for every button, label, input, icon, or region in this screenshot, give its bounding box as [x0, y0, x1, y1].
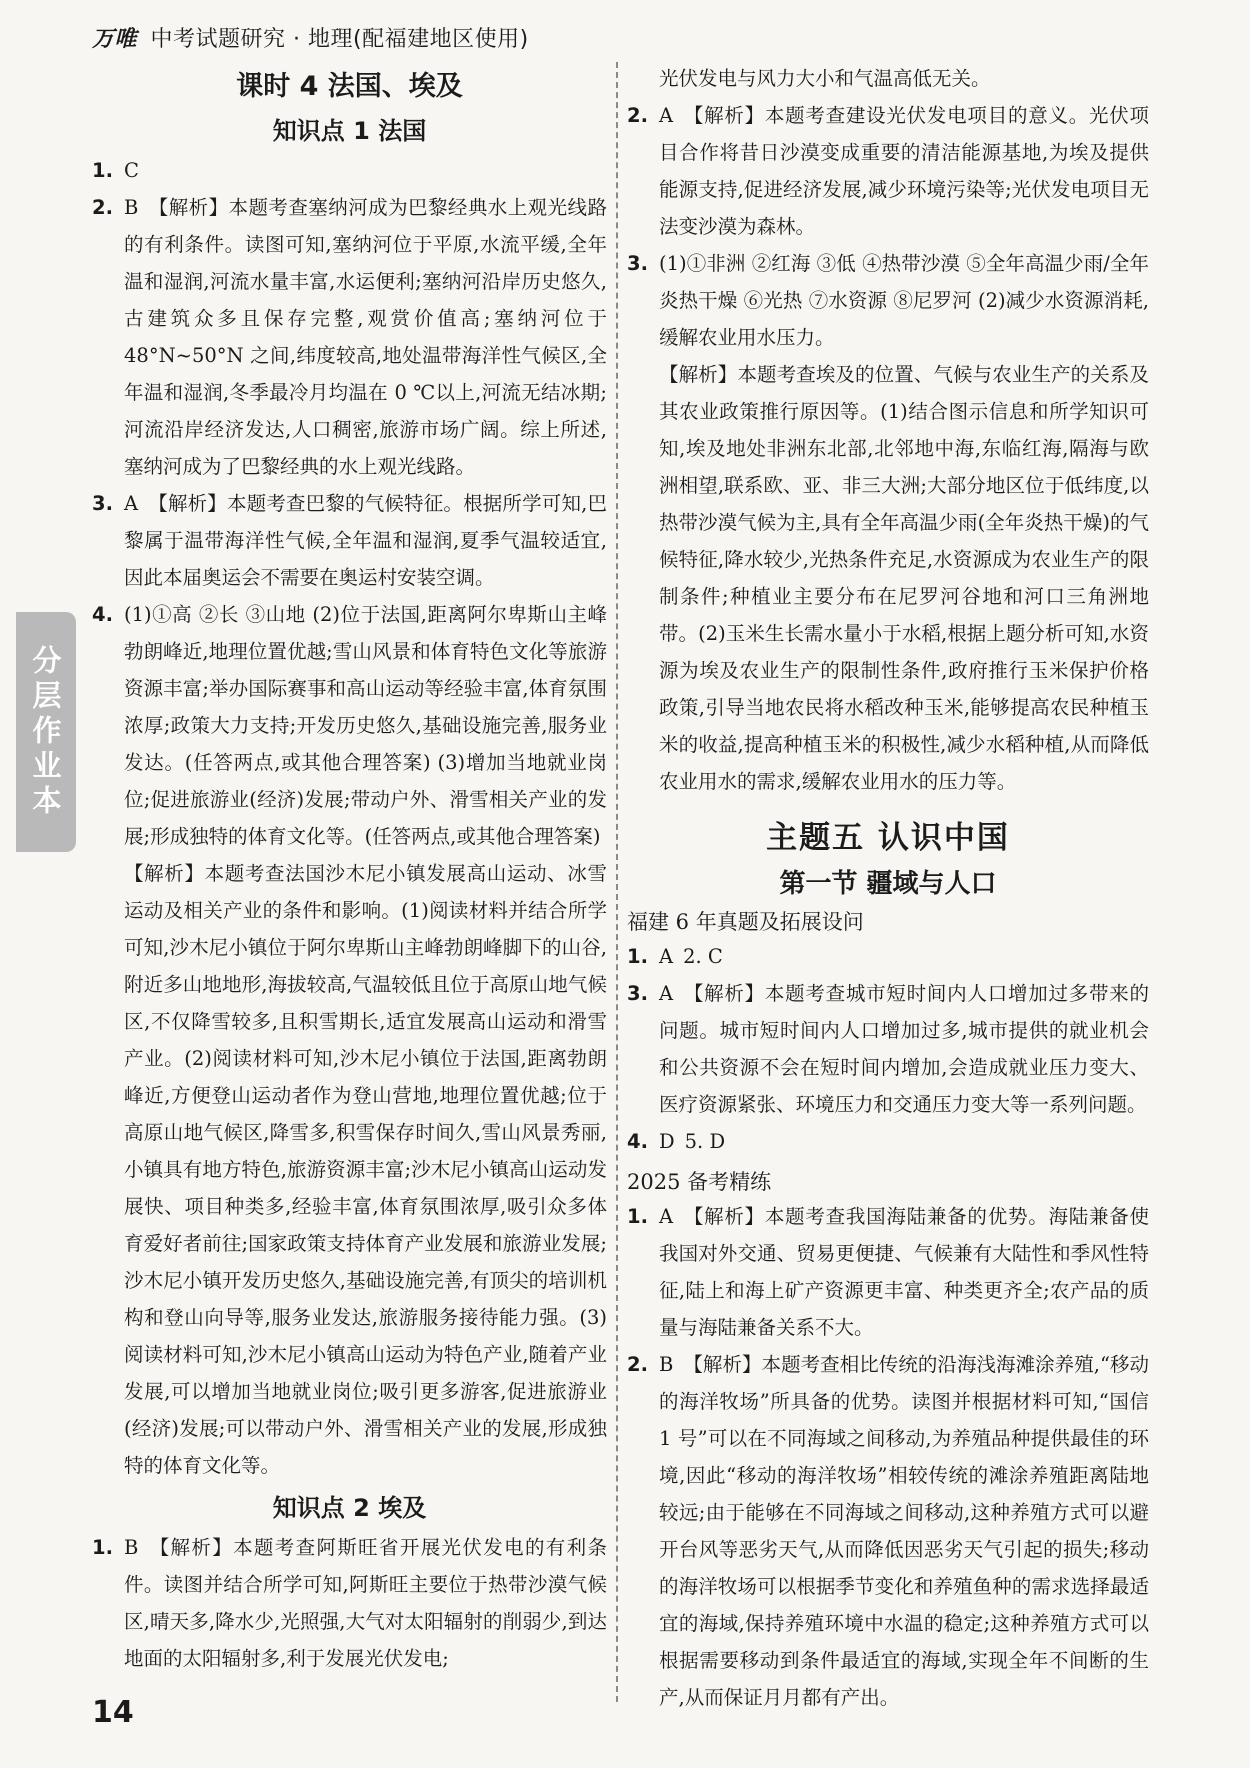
answer-item — [92, 152, 607, 189]
item-text: 【解析】本题考查巴黎的气候特征。根据所学可知,巴黎属于温带海洋性气候,全年温和湿润,夏季气温较适宜,因此本届奥运会不需要在奥运村安装空调。 — [124, 492, 607, 589]
header-title: 中考试题研究 · 地理(配福建地区使用) — [150, 27, 529, 52]
lesson-title: 课时 4 法国、埃及 — [236, 71, 463, 102]
brand-logo: 万唯 — [92, 27, 138, 52]
answer-item — [627, 1198, 1149, 1346]
knowledge-point-1-title: 知识点 1 法国 — [272, 117, 427, 145]
item-text: (1)①高 ②长 ③山地 (2)位于法国,距离阿尔卑斯山主峰勃朗峰近,地理位置优越;雪山风景和体育特色文化等旅游资源丰富;举办国际赛事和高山运动等经验丰富,体育氛围浓厚;政策大力支持;开发历史悠久,基础设施完善,服务业发达。(任答两点,或其他合理答案) (3)增加当地就业岗位;促进旅游业(经济)发展;带动户外、滑雪相关产业的发展;形成独特的体育文化等。(任答两点,或其他合理答案) — [124, 603, 607, 848]
item-number: 3. — [627, 252, 648, 275]
answer-item — [627, 1346, 1149, 1716]
item-answer: A — [659, 1205, 674, 1228]
answer-item — [92, 485, 607, 596]
answer-item — [92, 596, 607, 855]
item-text: 【解析】本题考查建设光伏发电项目的意义。光伏项目合作将昔日沙漠变成重要的清洁能源基地,为埃及提供能源支持,促进经济发展,减少环境污染等;光伏发电项目无法变沙漠为森林。 — [659, 104, 1149, 238]
answer-item — [627, 97, 1149, 245]
column-divider — [616, 62, 618, 1702]
item-text: 【解析】本题考查相比传统的沿海浅海滩涂养殖,“移动的海洋牧场”所具备的优势。读图并根据材料可知,“国信 1 号”可以在不同海域之间移动,为养殖品种提供最佳的环境,因此“移动的海洋牧场”相较传统的滩涂养殖距离陆地较远;由于能够在不同海域之间移动,这种养殖方式可以避开台风等恶劣天气,从而降低因恶劣天气引起的损失;移动的海洋牧场可以根据季节变化和养殖鱼种的需求选择最适宜的海域,保持养殖环境中水温的稳定;这种养殖方式可以根据需要移动到条件最适宜的海域,实现全年不间断的生产,从而保证月月都有产出。 — [659, 1353, 1149, 1709]
analysis-text: 【解析】本题考查埃及的位置、气候与农业生产的关系及其农业政策推行原因等。(1)结合图示信息和所学知识可知,埃及地处非洲东北部,北邻地中海,东临红海,隔海与欧洲相望,联系欧、亚、非三大洲;大部分地区位于低纬度,以热带沙漠气候为主,具有全年高温少雨(全年炎热干燥)的气候特征,降水较少,光热条件充足,水资源成为农业生产的限制条件;种植业主要分布在尼罗河谷地和河口三角洲地带。(2)玉米生长需水量小于水稻,根据上题分析可知,水资源为埃及农业生产的限制性条件,政府推行玉米保护价格政策,引导当地农民将水稻改种玉米,能够提高农民种植玉米的收益,提高种植玉米的积极性,减少水稻种植,从而降低农业用水的需求,缓解农业用水的压力等。 — [659, 363, 1149, 793]
item-answer: A — [659, 945, 674, 968]
answer-item — [627, 245, 1149, 356]
item-answer: B — [124, 196, 139, 219]
section-title: 第一节 疆域与人口 — [779, 869, 997, 899]
item-number: 1. — [627, 1205, 648, 1228]
answer-item — [92, 189, 607, 485]
left-column — [92, 60, 607, 1677]
page-number: 14 — [92, 1695, 134, 1730]
item-answer: B — [124, 1536, 139, 1559]
right-column — [627, 60, 1149, 1716]
item-text: 2. C — [683, 945, 723, 968]
item-answer: A — [124, 492, 139, 515]
item-answer: A — [659, 982, 674, 1005]
prep-subtitle: 2025 备考精练 — [627, 1170, 772, 1194]
item-text: 5. D — [684, 1130, 726, 1153]
item-text: 【解析】本题考查城市短时间内人口增加过多带来的问题。城市短时间内人口增加过多,城市提供的就业机会和公共资源不会在短时间内增加,会造成就业压力变大、医疗资源紧张、环境压力和交通压力变大等一系列问题。 — [659, 982, 1149, 1116]
item-text: 【解析】本题考查塞纳河成为巴黎经典水上观光线路的有利条件。读图可知,塞纳河位于平原,水流平缓,全年温和湿润,河流水量丰富,水运便利;塞纳河沿岸历史悠久,古建筑众多且保存完整,观赏价值高;塞纳河位于 48°N~50°N 之间,纬度较高,地处温带海洋性气候区,全年温和湿润,冬季最冷月均温在 0 ℃以上,河流无结冰期;河流沿岸经济发达,人口稠密,旅游市场广阔。综上所述,塞纳河成为了巴黎经典的水上观光线路。 — [124, 196, 607, 478]
item-number: 1. — [92, 159, 113, 182]
item-number: 4. — [627, 1130, 648, 1153]
item-answer: D — [659, 1130, 675, 1153]
item-number: 2. — [92, 196, 113, 219]
item-number: 2. — [627, 1353, 648, 1376]
item-text: 【解析】本题考查阿斯旺省开展光伏发电的有利条件。读图并结合所学可知,阿斯旺主要位于热带沙漠气候区,晴天多,降水少,光照强,大气对太阳辐射的削弱少,到达地面的太阳辐射多,利于发展光伏发电; — [124, 1536, 607, 1670]
analysis-paragraph — [92, 855, 607, 1484]
side-tab-label: 分层作业本 — [28, 644, 63, 820]
item-number: 1. — [627, 945, 648, 968]
item-text: (1)①非洲 ②红海 ③低 ④热带沙漠 ⑤全年高温少雨/全年炎热干燥 ⑥光热 ⑦水资源 ⑧尼罗河 (2)减少水资源消耗,缓解农业用水压力。 — [659, 252, 1149, 349]
answer-item — [627, 938, 1149, 975]
item-number: 2. — [627, 104, 648, 127]
answer-item — [92, 1529, 607, 1677]
item-number: 3. — [92, 492, 113, 515]
item-number: 1. — [92, 1536, 113, 1559]
page-header — [92, 22, 529, 58]
analysis-text: 【解析】本题考查法国沙木尼小镇发展高山运动、冰雪运动及相关产业的条件和影响。(1)阅读材料并结合所学可知,沙木尼小镇位于阿尔卑斯山主峰勃朗峰脚下的山谷,附近多山地地形,海拔较高,气温较低且位于高原山地气候区,不仅降雪较多,且积雪期长,适宜发展高山运动和滑雪产业。(2)阅读材料可知,沙木尼小镇位于法国,距离勃朗峰近,方便登山运动者作为登山营地,地理位置优越;位于高原山地气候区,降雪多,积雪保存时间久,雪山风景秀丽,小镇具有地方特色,旅游资源丰富;沙木尼小镇高山运动发展快、项目种类多,经验丰富,体育氛围浓厚,吸引众多体育爱好者前往;国家政策支持体育产业发展和旅游业发展;沙木尼小镇开发历史悠久,基础设施完善,有顶尖的培训机构和登山向导等,服务业发达,旅游服务接待能力强。(3)阅读材料可知,沙木尼小镇高山运动为特色产业,随着产业发展,可以增加当地就业岗位;吸引更多游客,促进旅游业(经济)发展;可以带动户外、滑雪相关产业的发展,形成独特的体育文化等。 — [124, 862, 607, 1477]
side-tab — [16, 612, 76, 852]
continuation-line: 光伏发电与风力大小和气温高低无关。 — [659, 67, 991, 90]
item-answer: A — [659, 104, 674, 127]
item-number: 4. — [92, 603, 113, 626]
item-answer: B — [659, 1353, 674, 1376]
knowledge-point-2-title: 知识点 2 埃及 — [272, 1494, 427, 1522]
fujian-subtitle: 福建 6 年真题及拓展设问 — [627, 910, 864, 934]
item-text: 【解析】本题考查我国海陆兼备的优势。海陆兼备使我国对外交通、贸易更便捷、气候兼有大陆性和季风性特征,陆上和海上矿产资源更丰富、种类更齐全;农产品的质量与海陆兼备关系不大。 — [659, 1205, 1149, 1339]
answer-item — [627, 1123, 1149, 1160]
answer-item — [627, 975, 1149, 1123]
continuation-text — [627, 60, 1149, 97]
analysis-paragraph — [627, 356, 1149, 800]
theme-title: 主题五 认识中国 — [766, 820, 1010, 856]
item-answer: C — [124, 159, 139, 182]
item-number: 3. — [627, 982, 648, 1005]
